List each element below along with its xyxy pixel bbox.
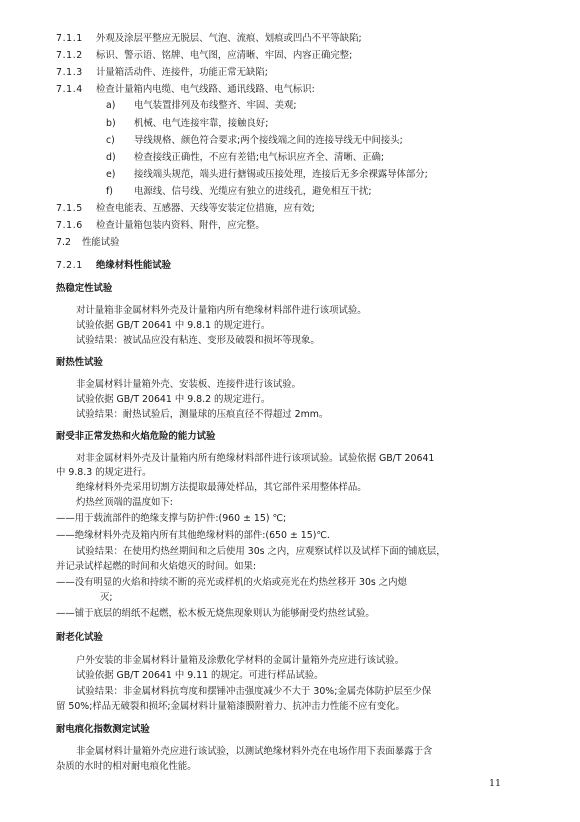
clause-7-1-3 — [56, 67, 268, 79]
clause-7-1-6 — [56, 220, 265, 232]
clause-text: 外观及涂层平整应无脱层、气泡、流痕、划痕或凹凸不平等缺陷; — [96, 33, 362, 44]
clause-number: 7.1.6 — [56, 220, 83, 231]
dash-item-continued: 灭; — [100, 592, 113, 603]
clause-number: 7.1.4 — [56, 84, 83, 95]
clause-number: 7.1.3 — [56, 67, 83, 78]
paragraph-line: 试验依据 GB/T 20641 中 9.8.2 的规定进行。 — [76, 394, 271, 405]
clause-7-1-1 — [56, 33, 362, 45]
paragraph-line: 试验依据 GB/T 20641 中 9.8.1 的规定进行。 — [76, 320, 271, 331]
heading-glow-wire: 耐受非正常发热和火焰危险的能力试验 — [56, 431, 216, 442]
clause-7-1-5 — [56, 203, 315, 215]
list-item-text: 电气装置排列及布线整齐、牢固、美观; — [134, 100, 297, 111]
clause-number: 7.1.2 — [56, 50, 83, 61]
list-item-label: c) — [106, 135, 115, 146]
clause-7-1-4 — [56, 84, 315, 96]
paragraph-line: 对计量箱非金属材料外壳及计量箱内所有绝缘材料部件进行该项试验。 — [76, 305, 367, 316]
list-item-text: 电源线、信号线、光缆应有独立的进线孔，避免相互干扰; — [134, 186, 372, 197]
paragraph-line: 试验结果：被试品应没有粘连、变形及破裂和损坏等现象。 — [76, 335, 320, 346]
dash-item: ——铺于底层的绢纸不起燃，松木板无烧焦现象则认为能够耐受灼热丝试验。 — [56, 608, 375, 619]
clause-text: 检查电能表、互感器、天线等安装定位措施，应有效; — [96, 203, 315, 214]
paragraph-line: 绝缘材料外壳采用切割方法提取最薄处样品，其它部件采用整体样品。 — [76, 482, 367, 493]
heading-heat-resistance: 耐热性试验 — [56, 357, 103, 368]
clause-7-1-2 — [56, 50, 352, 62]
list-item-label: f) — [106, 186, 113, 197]
paragraph-line: 试验结果：耐热试验后，测量球的压痕直径不得超过 2mm。 — [76, 409, 329, 420]
heading-tracking-index: 耐电痕化指数测定试验 — [56, 724, 150, 735]
list-item-text: 导线规格、颜色符合要求;两个接线端之间的连接导线无中间接头; — [134, 135, 403, 146]
clause-text: 检查计量箱包装内资料、附件，应完整。 — [96, 220, 265, 231]
paragraph-line: 杂质的水时的相对耐电痕化性能。 — [56, 761, 197, 772]
clause-number: 7.1.5 — [56, 203, 83, 214]
list-item-label: d) — [106, 152, 116, 163]
page-number: 11 — [489, 778, 502, 789]
clause-number: 7.1.1 — [56, 33, 83, 44]
paragraph-line: 试验依据 GB/T 20641 中 9.11 的规定。可进行样品试验。 — [76, 670, 324, 681]
section-title: 性能试验 — [82, 237, 120, 248]
clause-text: 标识、警示语、铭牌、电气图，应清晰、牢固、内容正确完整; — [96, 50, 353, 61]
list-item-text: 接线端头规范，端头进行搪锡或压接处理，连接后无多余裸露导体部分; — [134, 169, 428, 180]
heading-aging: 耐老化试验 — [56, 632, 103, 643]
paragraph-line: 非金属材料计量箱外壳应进行该试验，以测试绝缘材料外壳在电场作用下表面暴露于含 — [76, 746, 433, 757]
dash-item: ——绝缘材料外壳及箱内所有其他绝缘材料的部件:(650 ± 15)℃. — [56, 530, 330, 541]
clause-text: 检查计量箱内电缆、电气线路、通讯线路、电气标识: — [96, 84, 315, 95]
paragraph-line: 非金属材料计量箱外壳、安装板、连接件进行该试验。 — [76, 379, 302, 390]
list-item-label: b) — [106, 118, 116, 129]
dash-item: ——用于载流部件的绝缘支撑与防护件:(960 ± 15) ℃; — [56, 513, 287, 524]
section-number: 7.2 — [56, 237, 71, 248]
list-item-text: 机械、电气连接牢靠，接触良好; — [134, 118, 269, 129]
paragraph-line: 中 9.8.3 的规定进行。 — [56, 467, 152, 478]
paragraph-line: 并记录试样起燃的时间和火焰熄灭的时间。如果: — [56, 561, 257, 572]
paragraph-line: 试验结果：非金属材料抗弯度和摆锤冲击强度减少不大于 30%;金属壳体防护层至少保 — [76, 686, 432, 697]
section-7-2-1-heading — [56, 260, 171, 272]
paragraph-line: 留 50%;样品无破裂和损坏;金属材料计量箱漆膜附着力、抗冲击力性能不应有变化。 — [56, 701, 405, 712]
section-number: 7.2.1 — [56, 260, 83, 271]
section-title: 绝缘材料性能试验 — [96, 260, 172, 271]
list-item-label: a) — [106, 100, 116, 111]
clause-text: 计量箱活动件、连接件，功能正常无缺陷; — [96, 67, 268, 78]
section-7-2-heading — [56, 237, 120, 249]
heading-thermal-stability: 热稳定性试验 — [56, 283, 113, 294]
paragraph-line: 对非金属材料外壳及计量箱内所有绝缘材料部件进行该项试验。试验依据 GB/T 20641 — [76, 453, 435, 464]
paragraph-line: 试验结果：在使用灼热丝期间和之后使用 30s 之内，应观察试样以及试样下面的铺底层， — [76, 546, 446, 557]
paragraph-line: 灼热丝顶端的温度如下: — [76, 497, 173, 508]
list-item-text: 检查接线正确性，不应有差错;电气标识应齐全、清晰、正确; — [134, 152, 385, 163]
paragraph-line: 户外安装的非金属材料计量箱及涂敷化学材料的金属计量箱外壳应进行该试验。 — [76, 655, 405, 666]
list-item-label: e) — [106, 169, 116, 180]
dash-item: ——没有明显的火焰和持续不断的亮光或样机的火焰或亮光在灼热丝移开 30s 之内熄 — [56, 577, 407, 588]
